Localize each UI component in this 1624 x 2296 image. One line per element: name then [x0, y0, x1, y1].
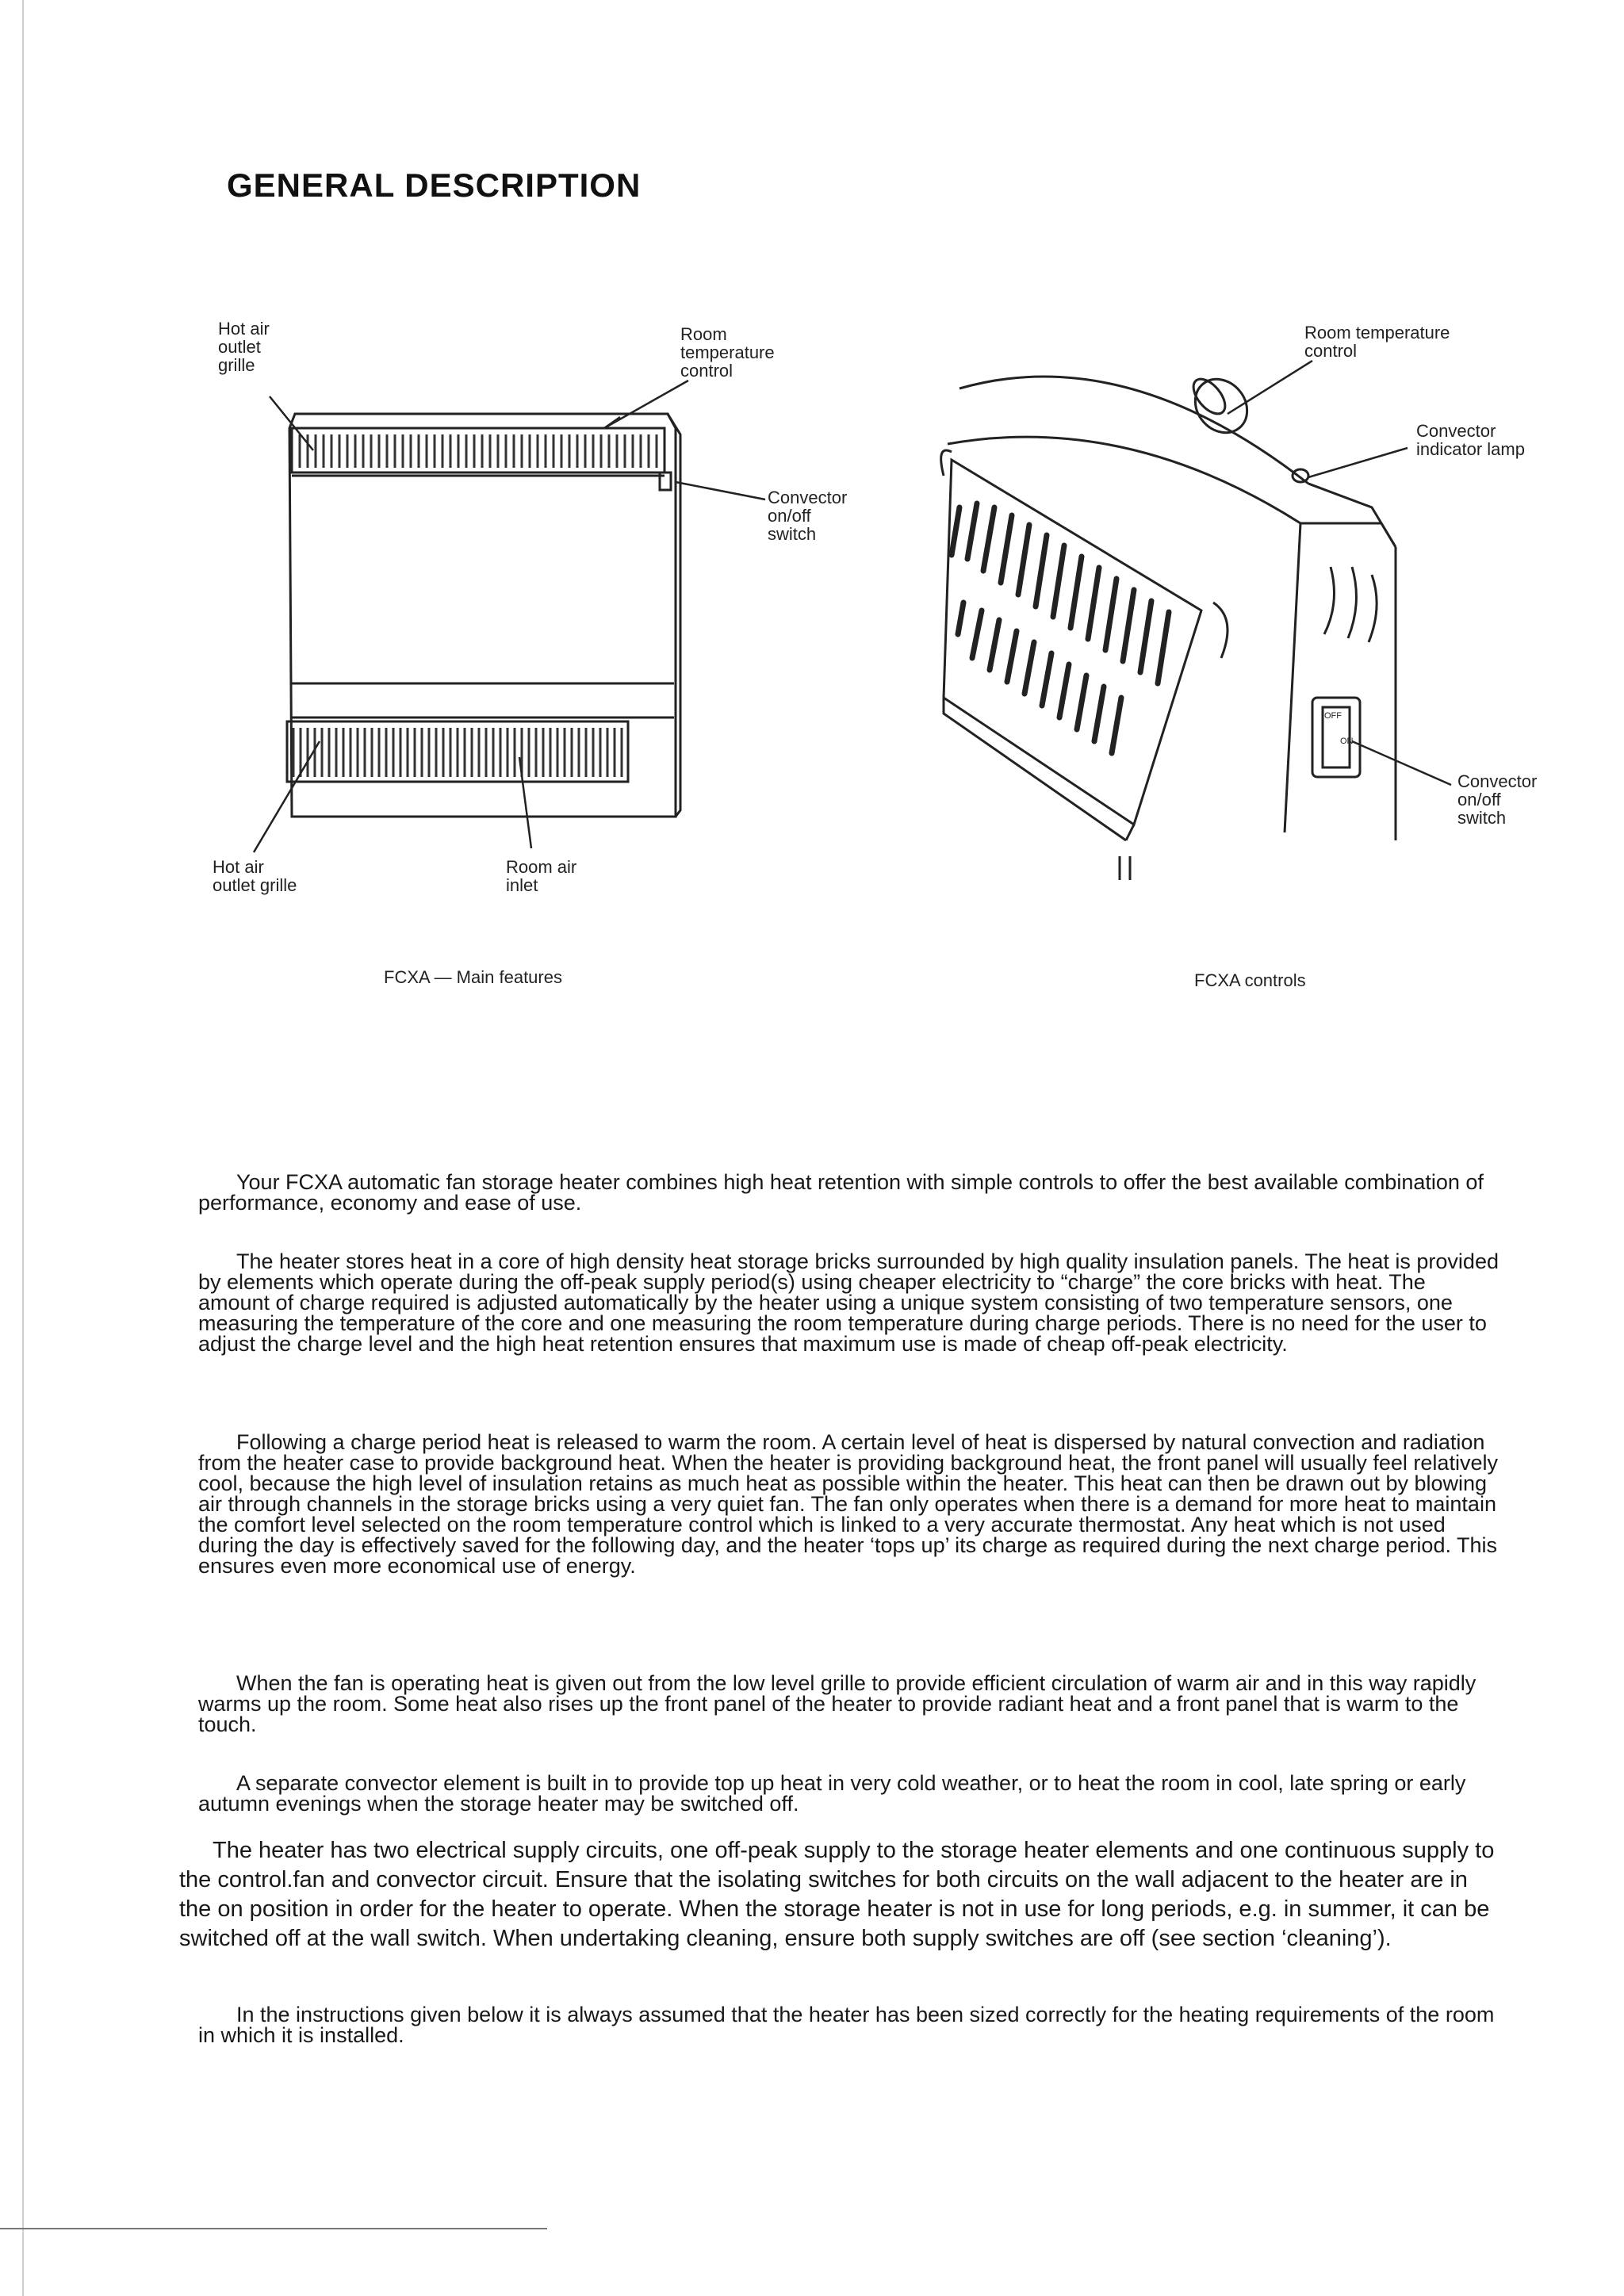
label-hot-air-outlet-grille-bottom: Hot air outlet grille	[213, 857, 297, 895]
label-switch-off: OFF	[1324, 711, 1342, 721]
label-convector-switch-right: Convector on/off switch	[1457, 771, 1538, 828]
label-room-temperature-control-right: Room temperature control	[1304, 323, 1450, 361]
top-grille-slats	[300, 434, 657, 468]
paragraph-4: When the fan is operating heat is given out from the low level grille to provide efficient circulation of warm air and in this way rapidly warms up the room. Some heat also rises up the front panel of the heater to provide radiant heat and a front panel that is warm to the touch.	[198, 1671, 1477, 1736]
label-convector-indicator-lamp: Convector indicator lamp	[1416, 421, 1525, 459]
page-title: GENERAL DESCRIPTION	[227, 166, 642, 204]
bottom-grille-slats	[293, 728, 622, 777]
heater-body	[289, 414, 676, 817]
label-convector-switch: Convector on/off switch	[768, 488, 848, 544]
paragraph-1: Your FCXA automatic fan storage heater combines high heat retention with simple controls to offer the best available combination of performance, economy and ease of use.	[198, 1170, 1484, 1215]
controls-grille-slats	[952, 503, 1169, 753]
paragraph-6: The heater has two electrical supply circuits, one off-peak supply to the storage heater elements and one continuous supply to the control.fan and convector circuit. Ensure that the isolating switches for both circuits on the wall adjacent to the heater are in the on position in order for the heater to operate. When the storage heater is not in use for long periods, e.g. in summer, it can be switched off at the wall switch. When undertaking cleaning, ensure both supply switches are off (see section ‘cleaning’).	[179, 1838, 1495, 1951]
heater-side	[668, 414, 680, 817]
paragraph-7: In the instructions given below it is always assumed that the heater has been sized correctly for the heating requirements of the room in which it is installed.	[198, 2003, 1495, 2047]
footer-rule	[0, 2228, 547, 2229]
label-hot-air-outlet-grille-top: Hot air outlet grille	[218, 319, 270, 375]
paragraph-2: The heater stores heat in a core of high density heat storage bricks surrounded by high quality insulation panels. The heat is provided by elements which operate during the off-peak supply period(s) using cheaper electricity to “charge” the core bricks with heat. The amount of charge required is adjusted automatically by the heater using a unique system consisting of two temperature sensors, one measuring the temperature of the core and one measuring the room temperature during charge periods. There is no need for the user to adjust the charge level and the high heat retention ensures that maximum use is made of cheap off-peak electricity.	[198, 1249, 1499, 1356]
caption-controls: FCXA controls	[1194, 970, 1306, 990]
paragraph-3: Following a charge period heat is released to warm the room. A certain level of heat is dispersed by natural convection and radiation from the heater case to provide background heat. When the heater is providing background heat, the front panel will usually feel relatively cool, because the high level of insulation retains as much heat as possible within the heater. This heat can then be drawn out by blowing air through channels in the storage bricks using a very quiet fan. The fan only operates when there is a demand for more heat to maintain the comfort level selected on the room temperature control which is linked to a very accurate thermostat. Any heat which is not used during the day is effectively saved for the following day, and the heater ‘tops up’ its charge as required during the next charge period. This ensures even more economical use of energy.	[198, 1430, 1498, 1578]
convector-indicator-lamp	[1293, 469, 1308, 482]
paragraph-5: A separate convector element is built in to provide top up heat in very cold weather, or to heat the room in cool, late spring or early autumn evenings when the storage heater may be switched off.	[198, 1771, 1466, 1816]
label-room-temperature-control: Room temperature control	[680, 324, 775, 381]
label-switch-on: ON	[1340, 737, 1354, 746]
top-edge-front	[948, 437, 1300, 523]
caption-main-features: FCXA — Main features	[384, 967, 562, 987]
label-room-air-inlet: Room air inlet	[506, 857, 577, 895]
top-edge-back	[959, 377, 1308, 484]
